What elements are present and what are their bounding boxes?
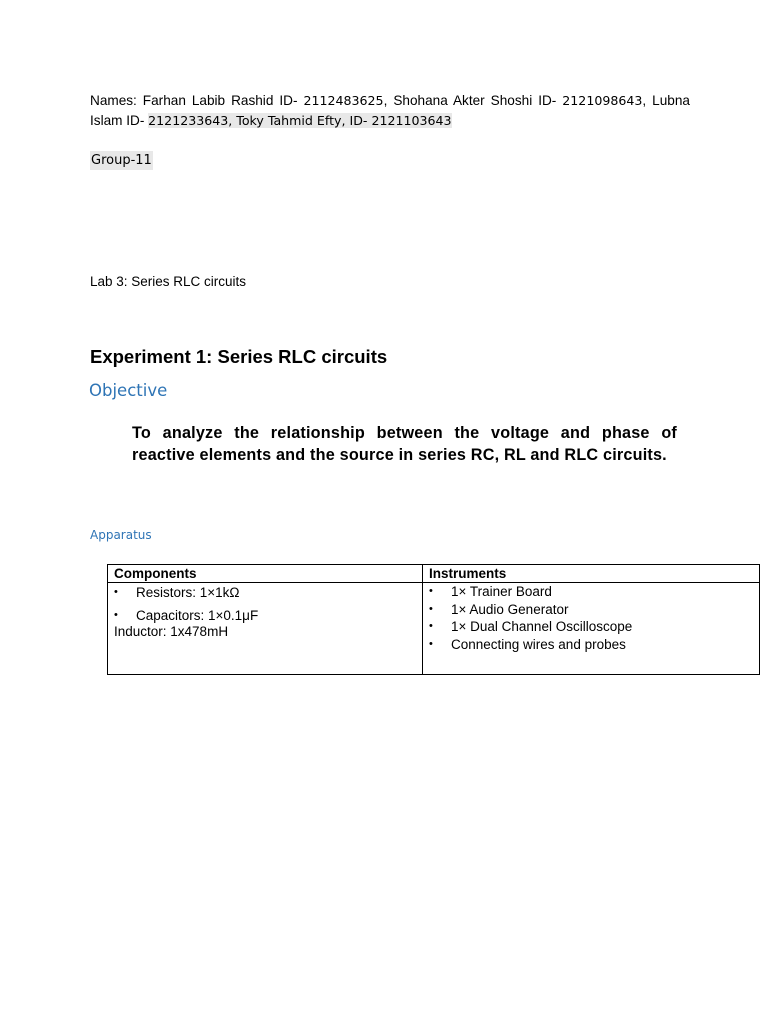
inductor-prefix: Inductor: 1x478 bbox=[114, 624, 208, 639]
objective-text: To analyze the relationship between the voltage and phase of reactive elements and the source in series RC, RL and RLC circuits. bbox=[132, 424, 677, 464]
apparatus-heading: Apparatus bbox=[90, 528, 152, 542]
components-list bbox=[114, 584, 416, 624]
instrument-wires-probes: Connecting wires and probes bbox=[451, 637, 626, 653]
list-item bbox=[114, 607, 416, 624]
list-item bbox=[114, 584, 416, 601]
group-label: Group-11 bbox=[91, 153, 152, 168]
highlighted-names: 2121233643, Toky Tahmid Efty, ID- 2121103643 bbox=[148, 112, 452, 128]
instrument-trainer-board: 1× Trainer Board bbox=[451, 584, 552, 599]
lab-title: Lab 3: Series RLC circuits bbox=[90, 274, 247, 289]
component-capacitors: Capacitors: 1×0.1μF bbox=[136, 608, 259, 623]
component-resistors: Resistors: 1×1kΩ bbox=[136, 585, 240, 600]
author-id-2: 2121098643 bbox=[562, 93, 643, 108]
bullet-icon: • bbox=[429, 620, 433, 633]
instrument-oscilloscope: 1× Dual Channel Oscilloscope bbox=[451, 619, 633, 635]
bullet-icon: • bbox=[429, 602, 433, 615]
author-id-1: 2112483625 bbox=[303, 93, 384, 108]
list-item bbox=[429, 601, 753, 619]
component-inductor bbox=[114, 624, 416, 639]
bullet-icon: • bbox=[429, 638, 433, 651]
experiment-title: Experiment 1: Series RLC circuits bbox=[90, 346, 388, 367]
table-row bbox=[108, 583, 760, 675]
bullet-icon: • bbox=[429, 585, 433, 597]
instruments-cell bbox=[423, 583, 760, 675]
list-item bbox=[429, 636, 753, 654]
instruments-header: Instruments bbox=[423, 565, 760, 583]
author-names bbox=[90, 91, 690, 130]
objective-heading: Objective bbox=[89, 381, 168, 400]
list-item bbox=[429, 618, 753, 636]
list-item bbox=[429, 583, 753, 601]
bullet-icon: • bbox=[114, 586, 118, 598]
apparatus-table bbox=[107, 564, 760, 675]
instrument-audio-generator: 1× Audio Generator bbox=[451, 601, 569, 617]
names-mid: , Shohana Akter Shoshi ID- bbox=[383, 93, 563, 108]
components-header: Components bbox=[108, 565, 423, 583]
instruments-list bbox=[429, 583, 753, 654]
inductor-unit-m: m bbox=[207, 624, 219, 639]
names-prefix: Names: Farhan Labib Rashid ID- bbox=[90, 93, 304, 108]
components-cell bbox=[108, 583, 423, 675]
table-header-row bbox=[108, 565, 760, 583]
names-mid-2: , Lubna Islam ID- bbox=[90, 93, 690, 128]
bullet-icon: • bbox=[114, 609, 118, 621]
inductor-unit-h: H bbox=[218, 624, 229, 639]
